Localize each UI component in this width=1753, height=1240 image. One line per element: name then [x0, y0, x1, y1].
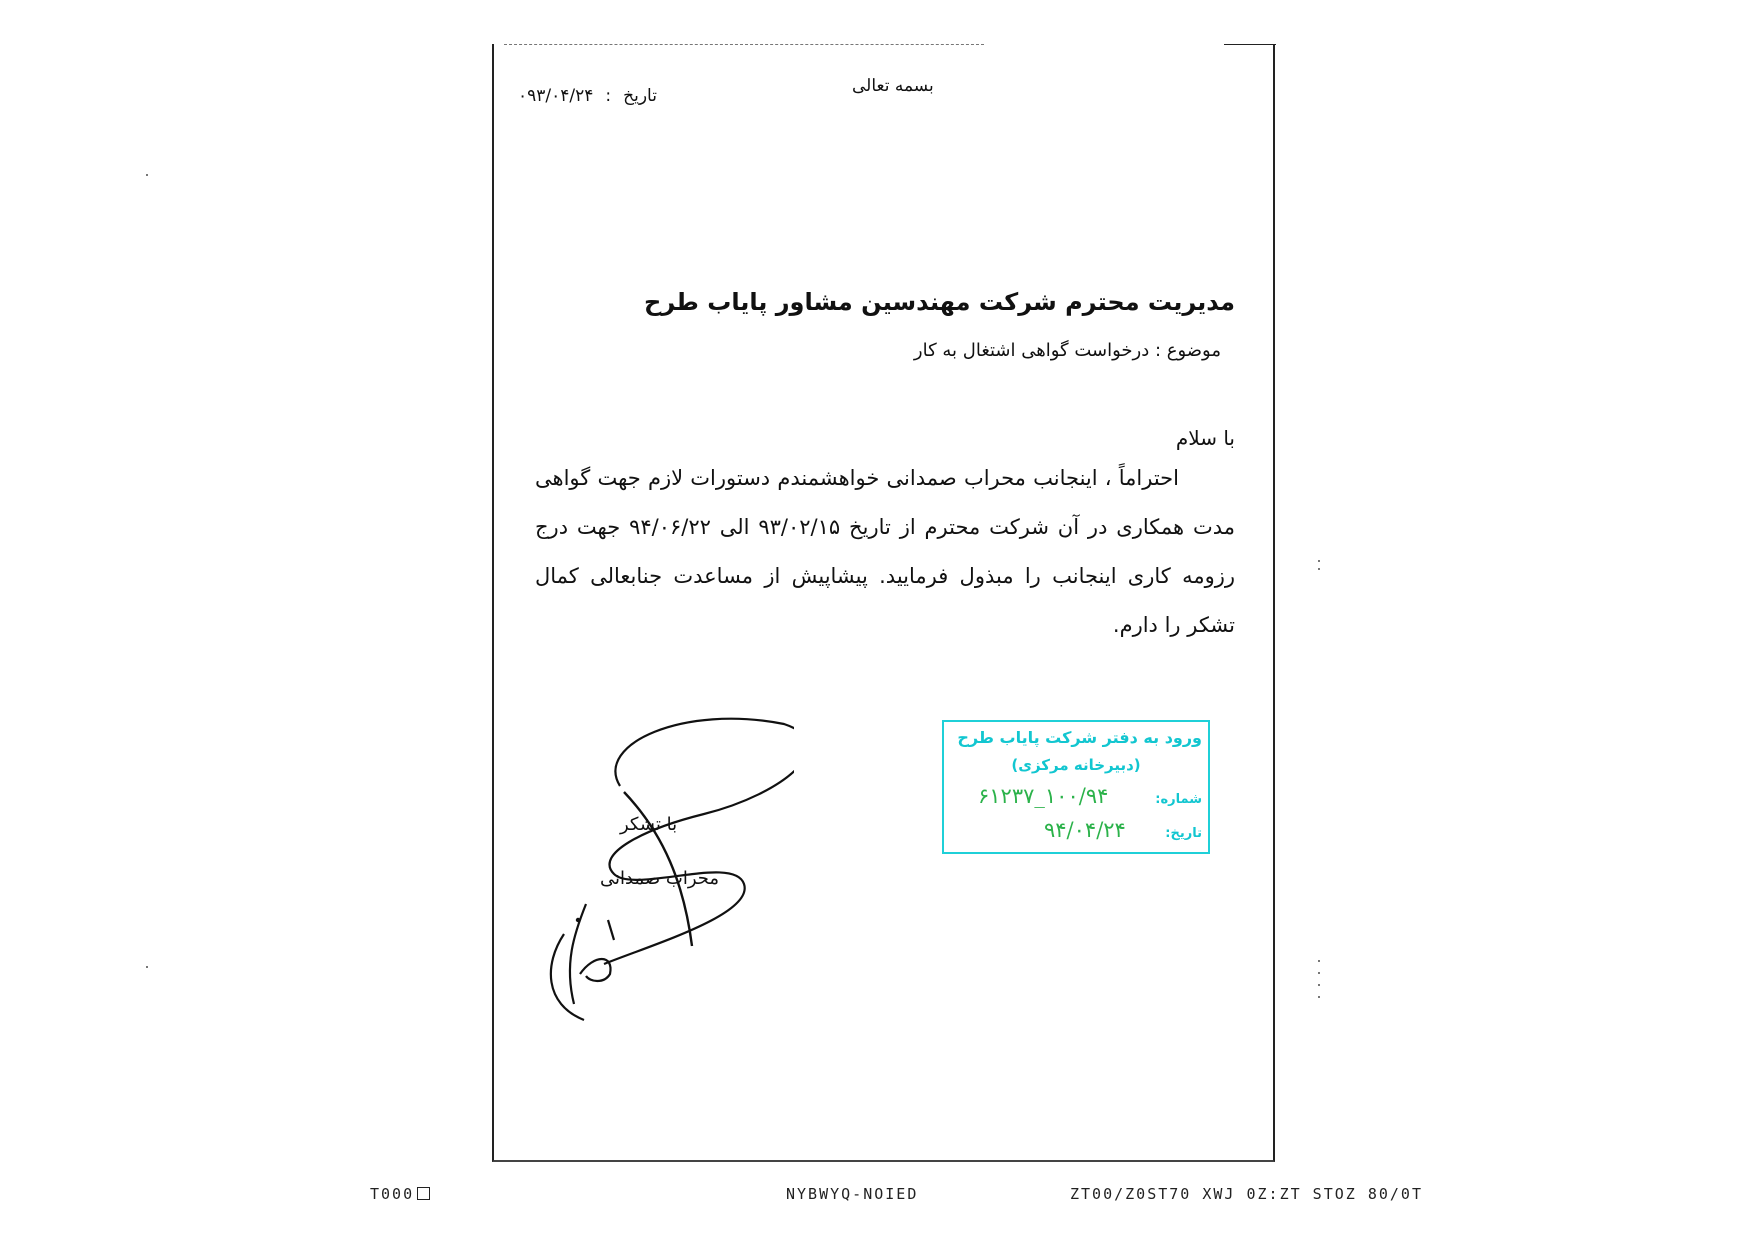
letter-body: [535, 454, 1235, 650]
fax-page-icon: [417, 1187, 430, 1200]
fax-footer-timestamp: ZT00/Z0ST70 XWJ 0Z:ZT STOZ 80/0T: [1070, 1185, 1423, 1203]
sender-name: محراب صمدانی: [600, 868, 720, 889]
fax-footer-page: T000: [370, 1185, 430, 1203]
letter-page: [492, 44, 1275, 1162]
letter-body-text: احتراماً ، اینجانب محراب صمدانی خواهشمندم دستورات لازم جهت گواهی مدت همکاری در آن شرکت محترم از تاریخ ۹۳/۰۲/۱۵ الی ۹۴/۰۶/۲۲ جهت درج رزومه کاری اینجانب را مبذول فرمایید. پیشاپیش از مساعدت جنابعالی کمال تشکر را دارم.: [535, 466, 1235, 637]
scan-speck: [146, 174, 148, 176]
stamp-date-value: ۹۴/۰۴/۲۴: [1044, 818, 1126, 842]
date-label: تاریخ: [623, 86, 657, 106]
scan-speck: [1318, 972, 1320, 974]
stamp-date-label: تاریخ:: [1165, 826, 1202, 841]
stamp-number-label: شماره:: [1155, 792, 1202, 807]
greeting: با سلام: [1175, 426, 1235, 450]
scan-speck: [146, 966, 148, 968]
subject-line: موضوع : درخواست گواهی اشتغال به کار: [913, 340, 1221, 361]
date-separator: :: [605, 86, 612, 106]
letter-date: [512, 86, 663, 106]
stamp-number-value: ۱۰۰/۹۴_۶۱۲۳۷: [978, 784, 1109, 808]
page-top-edge: [504, 44, 984, 45]
stamp-subtitle: (دبیرخانه مرکزی): [1011, 756, 1141, 774]
closing-line: با تشکر: [620, 814, 678, 835]
basmala-heading: بسمه تعالی: [852, 76, 934, 96]
scan-speck: [1318, 984, 1320, 986]
page-top-edge: [1224, 44, 1276, 45]
stamp-title: ورود به دفتر شرکت پایاب طرح: [957, 728, 1202, 747]
date-value: ۰۹۳/۰۴/۲۴: [518, 86, 594, 106]
fax-footer-sender: NYBWYQ-NOIED: [786, 1185, 919, 1203]
recipient-line: مدیریت محترم شرکت مهندسین مشاور پایاب طرح: [644, 288, 1235, 316]
scan-speck: [1318, 996, 1320, 998]
scan-speck: [1318, 568, 1320, 570]
registry-stamp: [942, 720, 1210, 854]
scan-speck: [1318, 960, 1320, 962]
scan-speck: [1318, 560, 1320, 562]
signature-drawing: [534, 684, 794, 1044]
